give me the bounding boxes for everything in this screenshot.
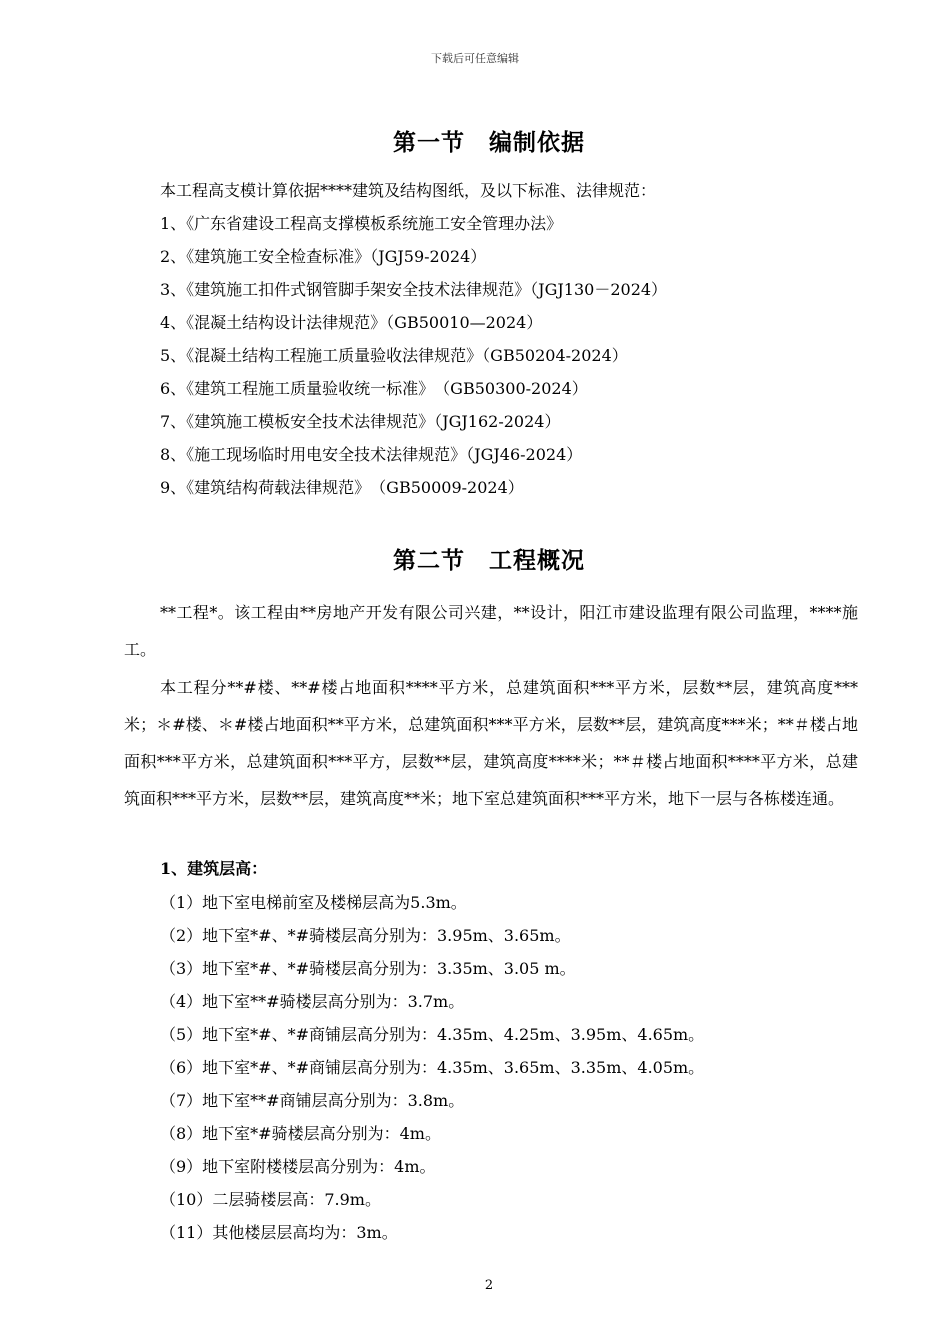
basis-item: 7、《建筑施工模板安全技术法律规范》（JGJ162-2024） bbox=[160, 412, 561, 431]
basis-item: 9、《建筑结构荷载法律规范》 （GB50009-2024） bbox=[160, 478, 524, 497]
basis-item: 8、《施工现场临时用电安全技术法律规范》（JGJ46-2024） bbox=[160, 445, 583, 464]
floor-height-heading: 1、建筑层高： bbox=[160, 859, 268, 878]
floor-height-item: （10）二层骑楼层高：7.9m。 bbox=[160, 1190, 381, 1209]
floor-height-item: （8）地下室*#骑楼层高分别为：4m。 bbox=[160, 1124, 441, 1143]
floor-height-item: （11）其他楼层层高均为：3m。 bbox=[160, 1223, 398, 1242]
floor-height-item: （7）地下室**#商铺层高分别为：3.8m。 bbox=[160, 1091, 465, 1110]
basis-item: 5、《混凝土结构工程施工质量验收法律规范》（GB50204-2024） bbox=[160, 346, 628, 365]
section-title-basis: 第一节 编制依据 bbox=[393, 129, 585, 156]
basis-intro: 本工程高支模计算依据****建筑及结构图纸，及以下标准、法律规范： bbox=[160, 181, 657, 200]
floor-height-item: （3）地下室*#、*#骑楼层高分别为：3.35m、3.05 m。 bbox=[160, 959, 576, 978]
basis-item: 6、《建筑工程施工质量验收统一标准》 （GB50300-2024） bbox=[160, 379, 588, 398]
header-note: 下载后可任意编辑 bbox=[431, 52, 519, 65]
floor-height-item: （9）地下室附楼楼层高分别为：4m。 bbox=[160, 1157, 436, 1176]
overview-paragraph: 本工程分**#楼、**#楼占地面积****平方米，总建筑面积***平方米，层数**层，建筑高度***米；＊#楼、＊#楼占地面积**平方米，总建筑面积***平方米，层数**层，建筑高度***米；**＃楼占地面积***平方米，总建筑面积***平方，层数**层，建筑高度****米；**＃楼占地面积****平方米，总建筑面积***平方米，层数**层，建筑高度**米；地下室总建筑面积***平方米，地下一层与各栋楼连通。 bbox=[124, 678, 858, 808]
floor-height-item: （5）地下室*#、*#商铺层高分别为：4.35m、4.25m、3.95m、4.65m。 bbox=[160, 1025, 705, 1044]
basis-item: 2、《建筑施工安全检查标准》（JGJ59-2024） bbox=[160, 247, 487, 266]
basis-item: 1、《广东省建设工程高支撑模板系统施工安全管理办法》 bbox=[160, 214, 563, 233]
floor-height-item: （2）地下室*#、*#骑楼层高分别为：3.95m、3.65m。 bbox=[160, 926, 571, 945]
page-number: 2 bbox=[484, 1278, 494, 1293]
floor-height-item: （6）地下室*#、*#商铺层高分别为：4.35m、3.65m、3.35m、4.05m。 bbox=[160, 1058, 705, 1077]
floor-height-item: （1）地下室电梯前室及楼梯层高为5.3m。 bbox=[160, 893, 467, 912]
section-title-overview: 第二节 工程概况 bbox=[393, 547, 585, 574]
overview-paragraph: **工程*。该工程由**房地产开发有限公司兴建，**设计，阳江市建设监理有限公司监理，****施工。 bbox=[124, 603, 858, 659]
floor-height-item: （4）地下室**#骑楼层高分别为：3.7m。 bbox=[160, 992, 465, 1011]
basis-item: 3、《建筑施工扣件式钢管脚手架安全技术法律规范》（JGJ130－2024） bbox=[160, 280, 668, 299]
basis-item: 4、《混凝土结构设计法律规范》（GB50010—2024） bbox=[160, 313, 543, 332]
